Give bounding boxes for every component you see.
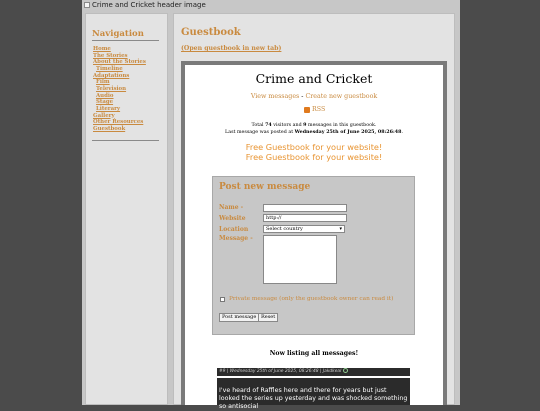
message-textarea[interactable] — [263, 235, 337, 284]
sidebar-item-film[interactable]: Film — [96, 79, 110, 86]
last-pre: Last message was posted at — [225, 130, 295, 135]
sidebar-item-literary[interactable]: Literary — [96, 105, 121, 112]
name-field[interactable] — [263, 204, 347, 212]
private-checkbox[interactable] — [220, 297, 225, 302]
stats-post: messages in this guestbook. — [306, 123, 377, 128]
free-guestbook-link-2[interactable]: Free Guestbook for your website! — [245, 152, 383, 162]
sidebar-item-the-stories[interactable]: The Stories — [93, 52, 128, 59]
entry-text: I've heard of Raffles here and there for years but just looked the series up yesterday and was shocked something so antisocial — [217, 378, 410, 405]
rss-link[interactable] — [304, 106, 325, 113]
free-guestbook-link-1[interactable]: Free Guestbook for your website! — [245, 142, 383, 152]
website-label: Website — [219, 215, 246, 222]
header-image — [84, 1, 206, 9]
last-message-date: Wednesday 25th of June 2025, 08:26:48 — [294, 129, 402, 135]
message-count: 9 — [303, 122, 307, 128]
guestbook-stats — [185, 122, 443, 136]
rss-label: RSS — [312, 106, 326, 113]
sidebar-item-other-resources[interactable]: Other Resources — [93, 119, 144, 126]
sidebar-divider-top — [92, 40, 159, 41]
sidebar-title: Navigation — [92, 29, 144, 39]
sidebar-item-guestbook[interactable]: Guestbook — [93, 125, 126, 132]
reset-button[interactable]: Reset — [258, 313, 278, 322]
post-form-title: Post new message — [219, 182, 311, 192]
name-label: Name - — [219, 204, 244, 211]
entry-header — [217, 368, 410, 376]
sidebar-item-timeline[interactable]: Timeline — [96, 65, 123, 72]
broken-image-icon — [84, 2, 90, 8]
create-guestbook-link[interactable]: Create new guestbook — [305, 93, 378, 100]
stats-mid: visitors and — [271, 123, 304, 128]
sidebar-item-stage[interactable]: Stage — [96, 99, 114, 106]
location-icon — [343, 368, 348, 373]
sidebar-item-home[interactable]: Home — [93, 46, 111, 52]
sidebar-item-adaptations[interactable]: Adaptations — [93, 72, 130, 79]
guestbook-links — [185, 93, 443, 100]
page-title: Guestbook — [181, 27, 241, 38]
sidebar-nav — [93, 46, 146, 133]
open-guestbook-link[interactable]: (Open guestbook in new tab) — [181, 45, 282, 52]
listing-heading: Now listing all messages! — [269, 350, 359, 357]
sidebar-item-television[interactable]: Television — [96, 85, 127, 92]
visitor-count: 74 — [265, 122, 272, 128]
header-image-alt: Crime and Cricket header image — [92, 1, 206, 9]
location-select[interactable] — [263, 225, 345, 233]
chevron-down-icon: ▾ — [339, 226, 342, 232]
website-field[interactable]: http:// — [263, 214, 347, 222]
sidebar-divider-bottom — [92, 140, 159, 141]
sidebar-item-gallery[interactable]: Gallery — [93, 112, 115, 119]
view-messages-link[interactable]: View messages — [250, 93, 300, 100]
last-post: . — [401, 130, 403, 135]
link-separator: - — [299, 93, 306, 100]
guestbook-title: Crime and Cricket — [255, 71, 373, 86]
private-label: Private message (only the guestbook owner can read it) — [229, 296, 394, 302]
message-label: Message - — [219, 235, 253, 242]
sidebar-item-audio[interactable]: Audio — [96, 92, 114, 99]
entry-meta: #9 | Wednesday 25th of June 2025, 08:26:48 | Jakdkeal — [219, 369, 342, 374]
post-message-button[interactable]: Post message — [219, 313, 259, 322]
location-label: Location — [219, 226, 249, 233]
location-select-value: Select country — [266, 226, 303, 232]
rss-icon — [304, 107, 310, 113]
stats-pre: Total — [251, 123, 266, 128]
sidebar-item-about-the-stories[interactable]: About the Stories — [93, 59, 146, 66]
